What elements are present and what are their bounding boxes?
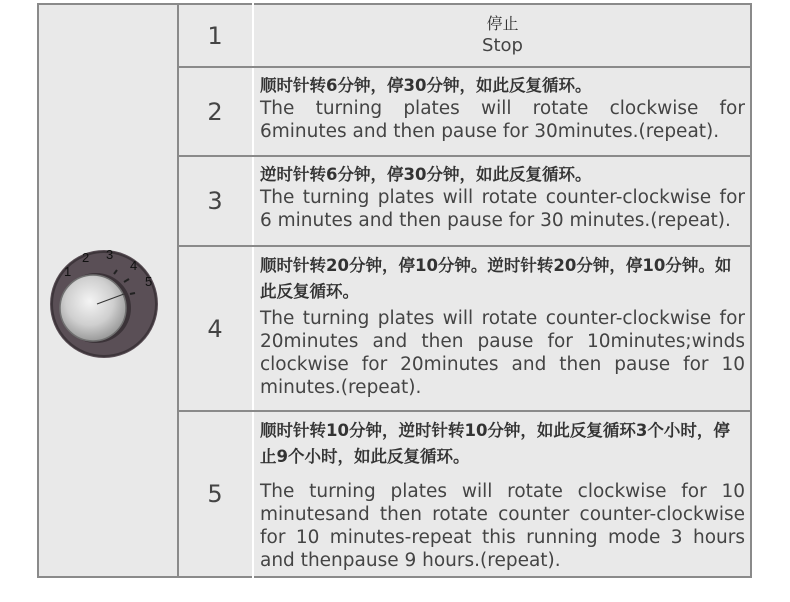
mode-description <box>252 68 752 155</box>
mode-text-zh: 逆时针转6分钟，停30分钟，如此反复循环。 <box>260 165 592 184</box>
mode-description <box>252 247 752 410</box>
knob-dial[interactable] <box>60 275 126 341</box>
table-row <box>179 5 752 66</box>
mode-number: 2 <box>207 97 223 126</box>
mode-knob[interactable] <box>44 248 174 378</box>
knob-number-3: 3 <box>106 248 114 262</box>
knob-number-2: 2 <box>82 250 90 265</box>
knob-tick-5 <box>130 293 135 294</box>
mode-number: 1 <box>207 21 223 50</box>
mode-description <box>252 5 752 66</box>
mode-description <box>252 412 752 576</box>
mode-text-en: The turning plates will rotate clockwise for 10 minutesand then rotate counter counter-clockwise for 10 minutes-repeat this running mode 3 hours and thenpause 9 hours.(repeat). <box>260 481 745 571</box>
mode-text-en: The turning plates will rotate counter-clockwise for 20minutes and then pause for 10minutes;winds clockwise for 20minutes and then pause for 10 minutes.(repeat). <box>260 308 745 398</box>
mode-text-en: Stop <box>482 35 523 56</box>
knob-number-1: 1 <box>64 264 72 279</box>
mode-text-zh: 停止 <box>486 14 519 33</box>
mode-description <box>252 157 752 245</box>
knob-number-5: 5 <box>145 274 153 289</box>
mode-text-zh: 顺时针转20分钟，停10分钟。逆时针转20分钟，停10分钟。如此反复循环。 <box>260 256 732 301</box>
mode-number: 4 <box>207 314 223 343</box>
table-row <box>179 247 752 410</box>
mode-text-zh: 顺时针转6分钟，停30分钟，如此反复循环。 <box>260 76 592 95</box>
knob-number-4: 4 <box>130 258 138 273</box>
table-row <box>179 412 752 576</box>
mode-text-en: The turning plates will rotate counter-clockwise for 6 minutes and then pause for 30 minutes.(repeat). <box>260 187 745 231</box>
mode-number: 5 <box>207 480 223 508</box>
table-row <box>179 157 752 245</box>
mode-text-zh: 顺时针转10分钟，逆时针转10分钟，如此反复循环3个小时，停止9个小时，如此反复循环。 <box>260 421 730 466</box>
table-row <box>179 68 752 155</box>
mode-text-en: The turning plates will rotate clockwise for 6minutes and then pause for 30minutes.(repeat). <box>260 98 745 142</box>
mode-number: 3 <box>207 187 223 215</box>
